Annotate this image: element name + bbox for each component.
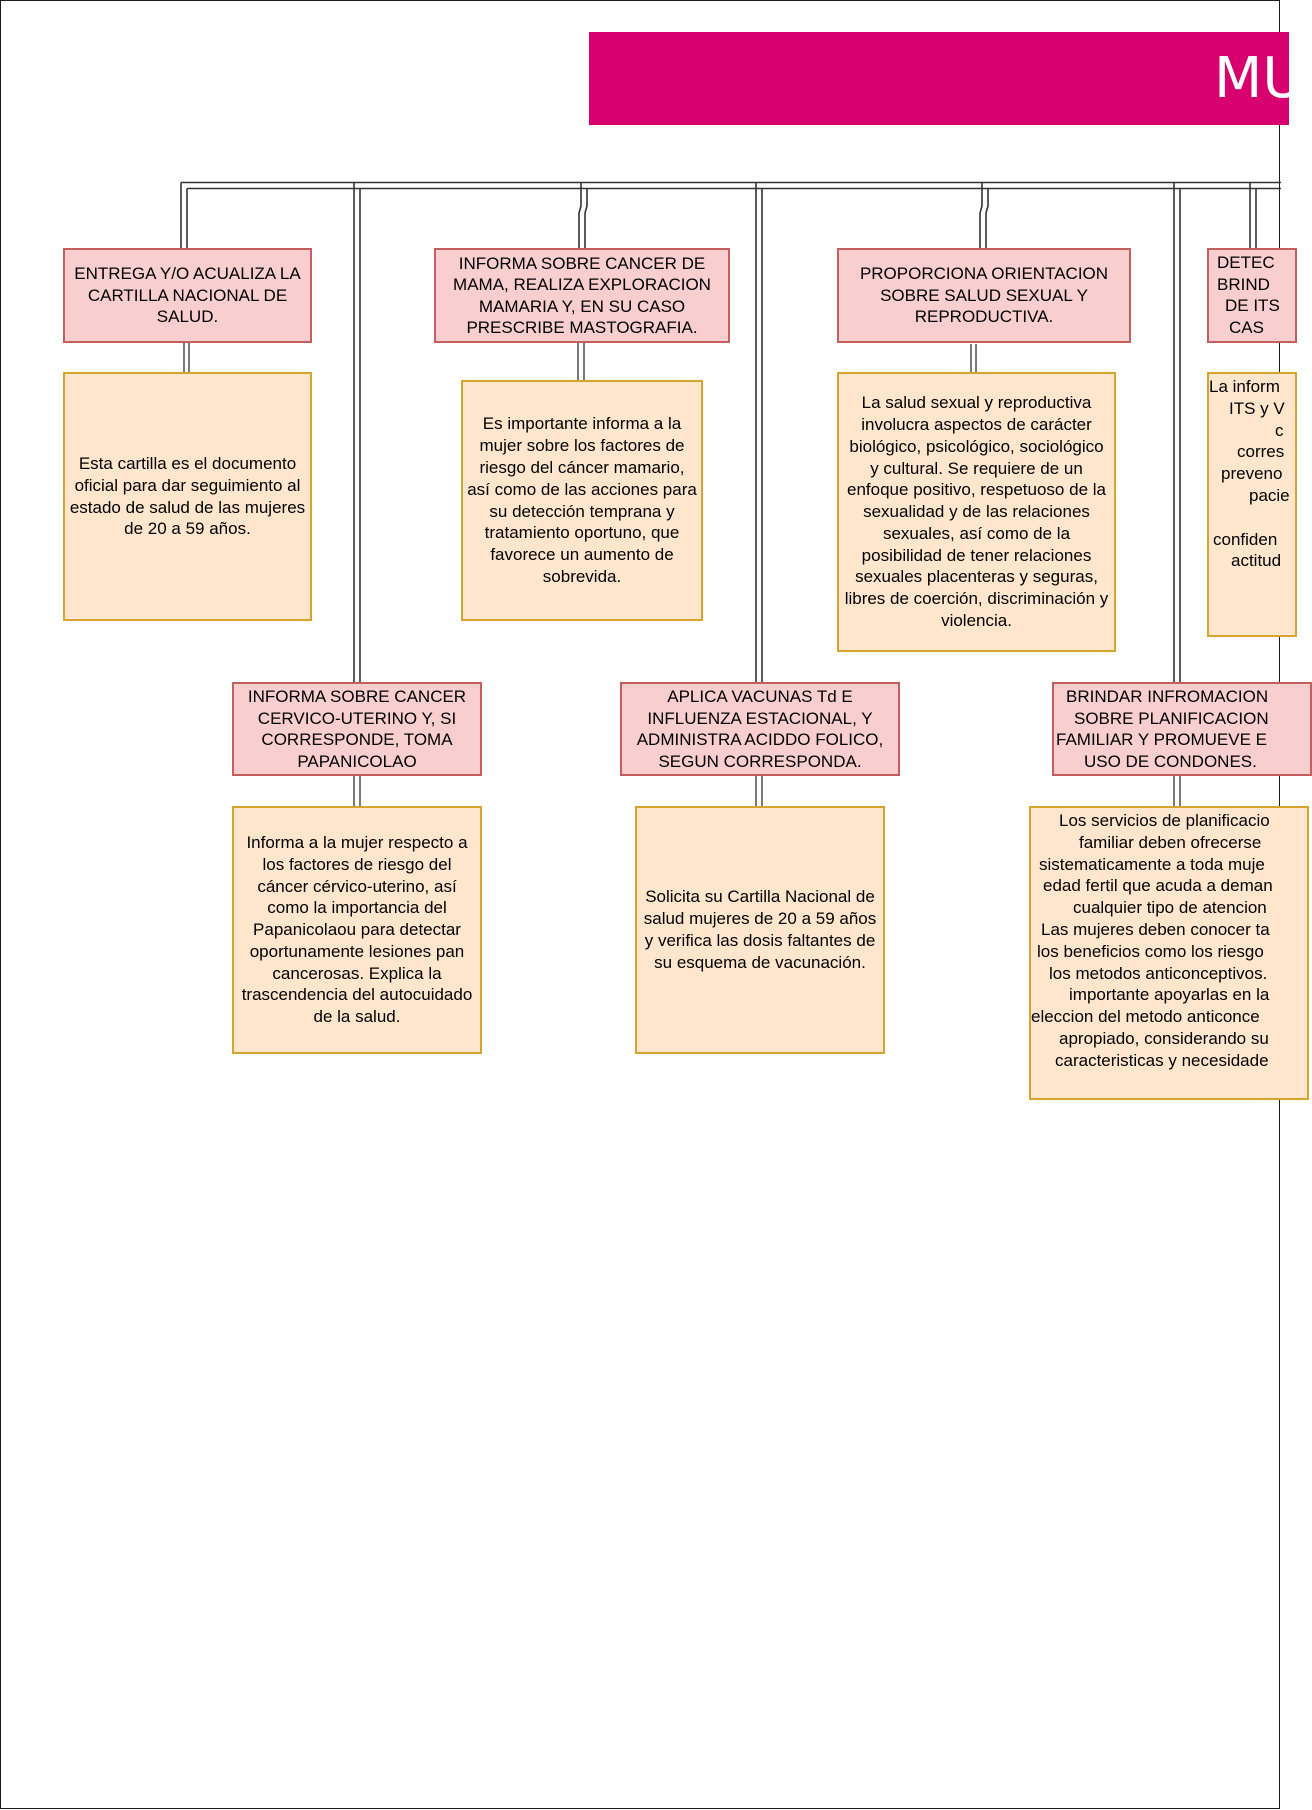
node-vacunas-detail: Solicita su Cartilla Nacional de salud mujeres de 20 a 59 años y verifica las dosis faltantes de su esquema de vacunación. xyxy=(635,806,885,1054)
node-vacunas-heading: APLICA VACUNAS Td E INFLUENZA ESTACIONAL, Y ADMINISTRA ACIDDO FOLICO, SEGUN CORRESPONDA. xyxy=(620,682,900,776)
node-cartilla-detail: Esta cartilla es el documento oficial para dar seguimiento al estado de salud de las mujeres de 20 a 59 años. xyxy=(63,372,312,621)
node-cartilla-heading: ENTREGA Y/O ACUALIZA LA CARTILLA NACIONAL DE SALUD. xyxy=(63,248,312,343)
node-salud-sexual-heading: PROPORCIONA ORIENTACION SOBRE SALUD SEXUAL Y REPRODUCTIVA. xyxy=(837,248,1131,343)
node-mama-heading: INFORMA SOBRE CANCER DE MAMA, REALIZA EXPLORACION MAMARIA Y, EN SU CASO PRESCRIBE MASTOGRAFIA. xyxy=(434,248,730,343)
node-planificacion-detail: Los servicios de planificacio familiar deben ofrecerse sistematicamente a toda muje edad fertil que acuda a deman cualquier tipo de atencion Las mujeres deben conocer ta los beneficios como los riesgo los metodos anticonceptivos. importante apoyarlas en la eleccion del metodo anticonce apropiado, considerando su caracteristicas y necesidade xyxy=(1029,806,1309,1100)
node-planificacion-heading: BRINDAR INFROMACION SOBRE PLANIFICACION FAMILIAR Y PROMUEVE E USO DE CONDONES. xyxy=(1052,682,1312,776)
node-cervico-heading: INFORMA SOBRE CANCER CERVICO-UTERINO Y, SI CORRESPONDE, TOMA PAPANICOLAO xyxy=(232,682,482,776)
node-cervico-detail: Informa a la mujer respecto a los factores de riesgo del cáncer cérvico-uterino, así como la importancia del Papanicolaou para detectar oportunamente lesiones pan cancerosas. Explica la trascendencia del autocuidado de la salud. xyxy=(232,806,482,1054)
node-salud-sexual-detail: La salud sexual y reproductiva involucra aspectos de carácter biológico, psicológico, sociológico y cultural. Se requiere de un enfoque positivo, respetuoso de la sexualidad y de las relaciones sexuales, así como de la posibilidad de tener relaciones sexuales placenteras y seguras, libres de coerción, discriminación y violencia. xyxy=(837,372,1116,652)
page-title: MU xyxy=(1214,46,1304,111)
node-its-detail: La inform ITS y V c corres preveno pacie confiden actitud xyxy=(1207,372,1297,637)
node-its-heading: DETEC BRIND DE ITS CAS xyxy=(1207,248,1297,343)
node-mama-detail: Es importante informa a la mujer sobre los factores de riesgo del cáncer mamario, así como de las acciones para su detección temprana y tratamiento oportuno, que favorece un aumento de sobrevida. xyxy=(461,380,703,621)
